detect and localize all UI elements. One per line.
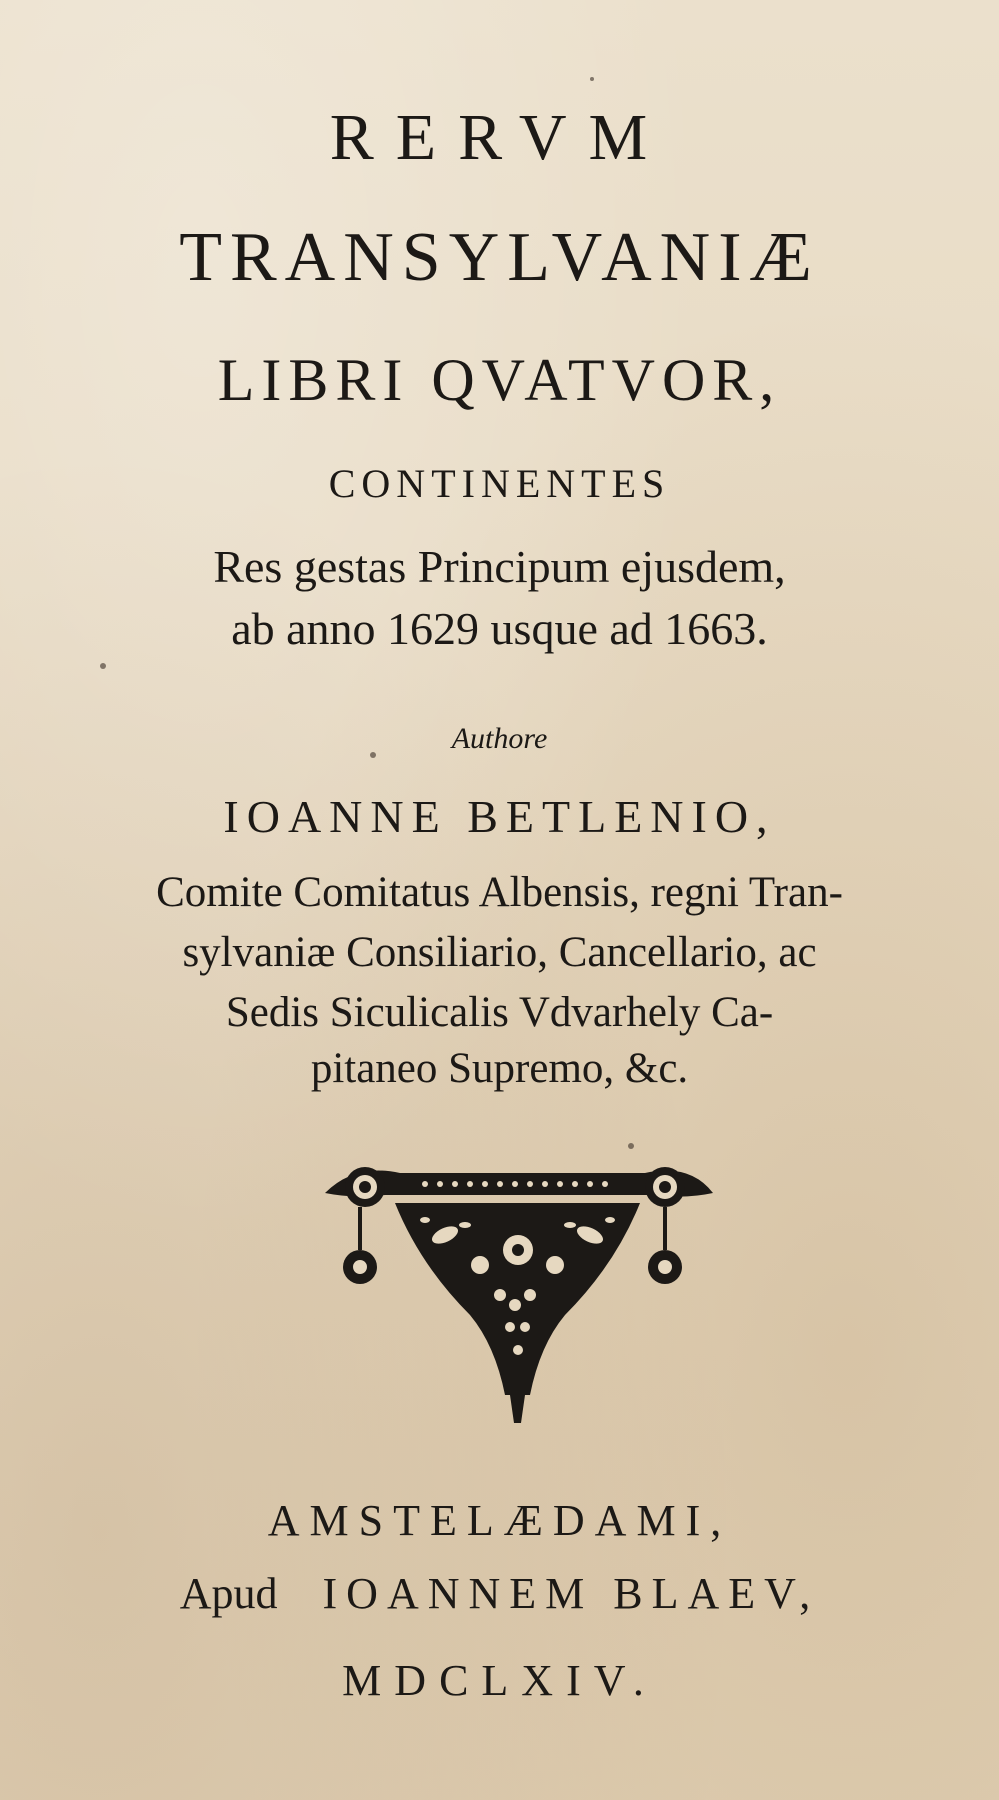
title-line-1: RERVM (329, 101, 670, 174)
ink-speck (590, 77, 594, 81)
ink-speck (628, 1143, 634, 1149)
fruit-basket-ornament-icon (315, 1155, 720, 1435)
author-titles-line-3: Sedis Siculicalis Vdvarhely Ca- (225, 989, 774, 1036)
author-name: IOANNE BETLENIO, (223, 791, 776, 842)
author-label: Authore (451, 722, 548, 755)
author-titles-line-2: sylvaniæ Consiliario, Cancellario, ac (182, 929, 817, 976)
title-line-3: LIBRI QVATVOR, (217, 347, 782, 413)
description-line-1: Res gestas Principum ejusdem, (213, 541, 786, 592)
ink-speck (100, 663, 106, 669)
author-titles-line-4: pitaneo Supremo, &c. (310, 1045, 689, 1092)
printer-prefix: Apud (179, 1569, 278, 1618)
printer-name: IOANNEM BLAEV, (322, 1569, 820, 1618)
subtitle: CONTINENTES (328, 461, 671, 506)
imprint-year: MDCLXIV. (342, 1656, 657, 1705)
title-line-2: TRANSYLVANIÆ (179, 219, 820, 296)
imprint-place: AMSTELÆDAMI, (267, 1496, 732, 1545)
description-line-2: ab anno 1629 usque ad 1663. (231, 603, 768, 654)
author-titles-line-1: Comite Comitatus Albensis, regni Tran- (156, 869, 843, 916)
imprint-printer (0, 1568, 999, 1619)
ink-speck (370, 752, 376, 758)
